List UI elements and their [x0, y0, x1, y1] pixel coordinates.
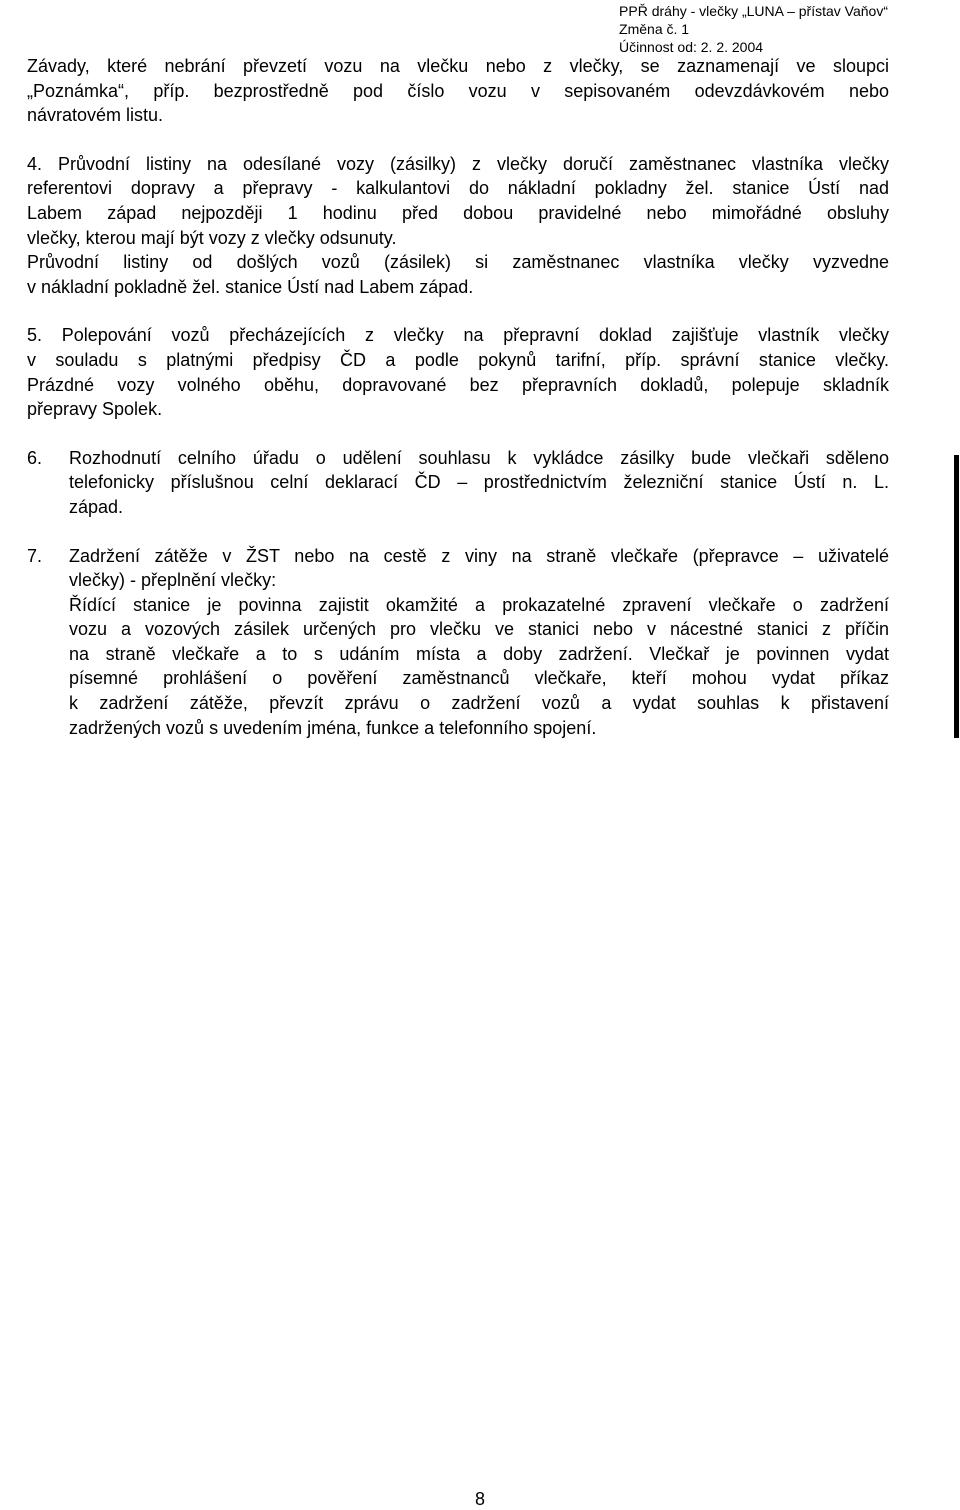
- revision-change-bar: [954, 455, 959, 738]
- item-6: [27, 446, 889, 520]
- page-header: [619, 2, 888, 56]
- item-4-first-line: [27, 152, 889, 177]
- item-7-number: 7.: [27, 545, 43, 566]
- item-5-first-line: [27, 323, 889, 348]
- item-7-body: [69, 544, 889, 741]
- item-5-number: 5.: [27, 325, 43, 346]
- item-line: na straně vlečkaře a to s udáním místa a doby zadržení. Vlečkař je povinnen vydat: [69, 643, 889, 664]
- item-7: [27, 544, 889, 741]
- item-line: vlečky, kterou mají být vozy z vlečky odsunuty.: [27, 227, 397, 248]
- item-line: písemné prohlášení o pověření zaměstnanců vlečkaře, kteří mohou vydat příkaz: [69, 668, 889, 689]
- item-line: Labem západ nejpozději 1 hodinu před dobou pravidelné nebo mimořádné obsluhy: [27, 202, 889, 223]
- item-line: v souladu s platnými předpisy ČD a podle pokynů tarifní, příp. správní stanice vlečky.: [27, 349, 889, 370]
- header-change: Změna č. 1: [619, 21, 690, 37]
- item-line: Polepování vozů přecházejících z vlečky na přepravní doklad zajišťuje vlastník vlečky: [61, 325, 889, 346]
- item-line: Řídící stanice je povinna zajistit okamžité a prokazatelné zpravení vlečkaře o zadržení: [69, 594, 889, 615]
- item-line: přepravy Spolek.: [27, 399, 163, 420]
- item-line: Prázdné vozy volného oběhu, dopravované bez přepravních dokladů, polepuje skladník: [27, 374, 889, 395]
- item-line: Rozhodnutí celního úřadu o udělení souhlasu k vykládce zásilky bude vlečkaři sděleno: [69, 447, 889, 468]
- item-4-text: [27, 152, 889, 300]
- header-effective-date: Účinnost od: 2. 2. 2004: [619, 39, 764, 55]
- intro-line: návratovém listu.: [27, 105, 164, 126]
- item-line: Zadržení zátěže v ŽST nebo na cestě z viny na straně vlečkaře (přepravce – uživatelé: [69, 545, 889, 566]
- item-5-body: [27, 323, 889, 421]
- item-6-number: 6.: [27, 447, 43, 468]
- item-line: Průvodní listiny na odesílané vozy (zásilky) z vlečky doručí zaměstnanec vlastníka vlečky: [58, 153, 889, 174]
- item-line: zadržených vozů s uvedením jména, funkce a telefonního spojení.: [69, 717, 597, 738]
- intro-line: Závady, které nebrání převzetí vozu na vlečku nebo z vlečky, se zaznamenají ve sloupci: [27, 56, 889, 76]
- page-number: 8: [474, 1489, 485, 1509]
- item-line: západ.: [69, 496, 124, 517]
- item-4: [27, 152, 889, 300]
- item-7-text: [69, 544, 889, 741]
- item-line: Průvodní listiny od došlých vozů (zásilek) si zaměstnanec vlastníka vlečky vyzvedne: [27, 252, 889, 273]
- intro-line: „Poznámka“, příp. bezprostředně pod číslo vozu v sepisovaném odevzdávkovém nebo: [27, 80, 889, 101]
- item-line: telefonicky příslušnou celní deklarací ČD – prostřednictvím železniční stanice Ústí n. L.: [69, 472, 889, 493]
- item-line: vozu a vozových zásilek určených pro vlečku ve stanici nebo v nácestné stanici z příčin: [69, 619, 889, 640]
- item-line: k zadržení zátěže, převzít zprávu o zadržení vozů a vydat souhlas k přistavení: [69, 693, 889, 714]
- item-line: v nákladní pokladně žel. stanice Ústí nad Labem západ.: [27, 276, 474, 297]
- item-5-text: [27, 323, 889, 421]
- item-line: vlečky) - přeplnění vlečky:: [69, 570, 277, 591]
- item-5: [27, 323, 889, 421]
- item-4-number: 4.: [27, 153, 43, 174]
- header-title: PPŘ dráhy - vlečky „LUNA – přístav Vaňov“: [619, 3, 888, 19]
- item-4-body: [27, 152, 889, 300]
- intro-paragraph: [27, 54, 889, 128]
- document-body: [27, 54, 889, 740]
- item-line: referentovi dopravy a přepravy - kalkulantovi do nákladní pokladny žel. stanice Ústí nad: [27, 178, 889, 199]
- item-6-body: [69, 446, 889, 520]
- item-6-text: [69, 446, 889, 520]
